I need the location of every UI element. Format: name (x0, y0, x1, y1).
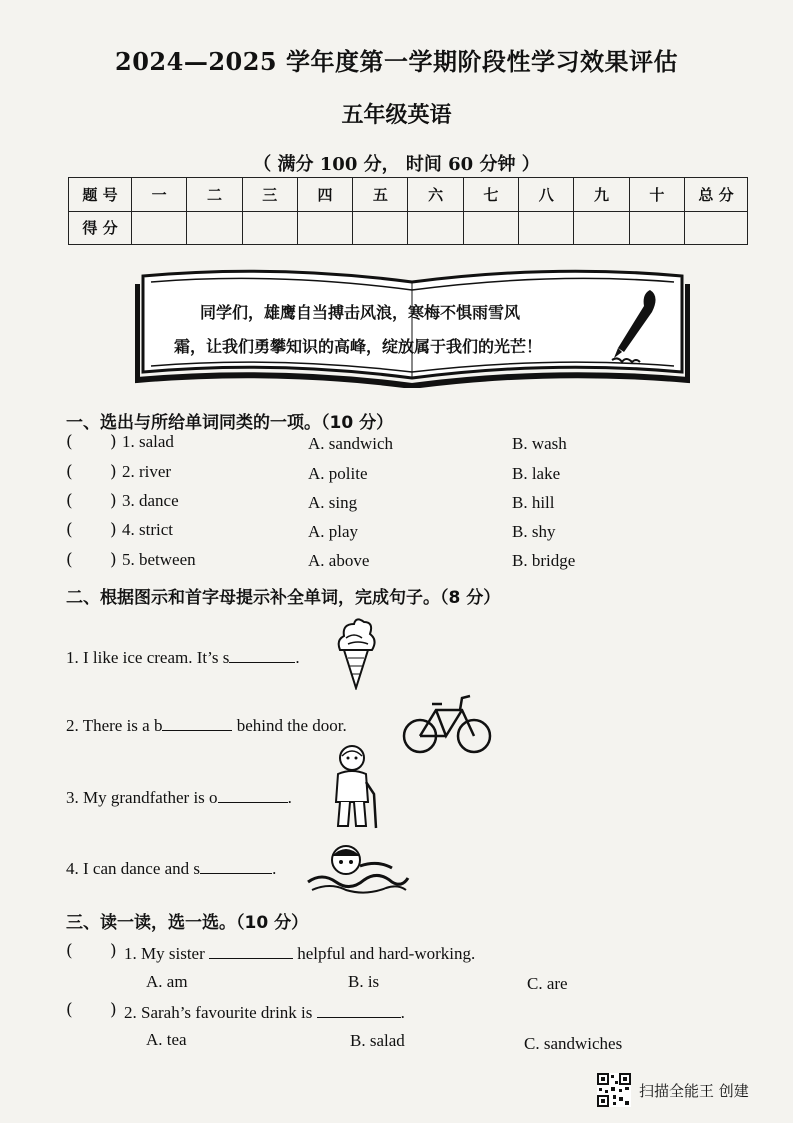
answer-paren-close: ) (110, 491, 117, 511)
option-a: A. above (308, 551, 370, 570)
qr-code-icon (597, 1073, 631, 1107)
answer-blank[interactable] (229, 646, 295, 663)
answer-blank[interactable] (317, 1001, 401, 1018)
option-b: B. hill (512, 493, 555, 512)
score-header-cell: 八 (519, 178, 574, 212)
option-a: A. tea (146, 1030, 187, 1049)
score-header-cell: 总 分 (685, 178, 748, 212)
answer-paren-close: ) (110, 462, 117, 482)
question-word: 4. strict (122, 520, 173, 539)
option-b: B. is (348, 972, 380, 991)
score-table (68, 177, 748, 245)
fill-sentence (66, 714, 347, 736)
ice-cream-icon (334, 614, 378, 690)
score-header-cell: 二 (187, 178, 242, 212)
score-header-cell: 五 (353, 178, 408, 212)
sentence-start: 2. There is a b (66, 716, 163, 735)
answer-blank[interactable] (162, 714, 232, 731)
score-input-cell[interactable] (629, 211, 684, 245)
score-header-cell: 六 (408, 178, 463, 212)
answer-paren-open: ( (66, 1000, 73, 1020)
option-b: B. salad (350, 1031, 405, 1050)
quill-pen-icon (604, 286, 664, 366)
section1-heading: 一、选出与所给单词同类的一项。（10 分） (66, 413, 394, 433)
question-text (124, 1001, 405, 1023)
option-b: B. shy (512, 522, 556, 541)
option-a: A. sandwich (308, 434, 393, 453)
sentence-end: . (272, 859, 277, 878)
question-start: 2. Sarah’s favourite drink is (124, 1003, 317, 1022)
exam-title: 2024—2025 学年度第一学期阶段性学习效果评估 (115, 47, 678, 76)
question-word: 5. between (122, 550, 196, 569)
exam-subtitle: 五年级英语 (341, 102, 452, 128)
section2-heading: 二、根据图示和首字母提示补全单词，完成句子。（8 分） (66, 588, 501, 608)
score-header-cell: 一 (132, 178, 187, 212)
sentence-end: behind the door. (232, 716, 347, 735)
banner-message (174, 296, 610, 364)
score-input-cell[interactable] (685, 211, 748, 245)
question-word: 2. river (122, 462, 172, 481)
answer-paren-close: ) (110, 520, 117, 540)
score-row-label: 得 分 (69, 211, 132, 245)
answer-paren-close: ) (110, 550, 117, 570)
option-c: C. sandwiches (524, 1034, 623, 1053)
question-start: 1. My sister (124, 944, 209, 963)
score-input-cell[interactable] (353, 211, 408, 245)
bicycle-icon (402, 690, 492, 756)
answer-paren-open: ( (66, 491, 73, 511)
section3-heading: 三、读一读，选一选。（10 分） (66, 913, 309, 933)
answer-paren-close: ) (110, 941, 117, 961)
answer-paren-open: ( (66, 462, 73, 482)
swimming-icon (306, 838, 410, 896)
sentence-start: 4. I can dance and s (66, 859, 201, 878)
score-header-cell: 十 (629, 178, 684, 212)
fill-sentence (66, 646, 300, 668)
answer-blank[interactable] (209, 942, 293, 959)
score-note: （ 满分 100 分， 时间 60 分钟 ） (253, 154, 540, 175)
answer-paren-open: ( (66, 550, 73, 570)
sentence-end: . (295, 648, 300, 667)
option-c: C. are (527, 974, 568, 993)
sentence-start: 3. My grandfather is o (66, 788, 218, 807)
option-a: A. polite (308, 464, 368, 483)
answer-blank[interactable] (218, 786, 288, 803)
score-input-cell[interactable] (574, 211, 629, 245)
score-table-header-row (69, 178, 748, 212)
banner-line: 霜，让我们勇攀知识的高峰，绽放属于我们的光芒！ (174, 337, 543, 356)
score-header-cell: 七 (463, 178, 518, 212)
answer-paren-close: ) (110, 432, 117, 452)
question-text (124, 942, 475, 964)
option-b: B. wash (512, 434, 567, 453)
score-input-cell[interactable] (132, 211, 187, 245)
sentence-start: 1. I like ice cream. It’s s (66, 648, 230, 667)
score-header-cell: 九 (574, 178, 629, 212)
fill-sentence (66, 786, 292, 808)
score-header-cell: 四 (297, 178, 352, 212)
answer-paren-open: ( (66, 432, 73, 452)
score-input-cell[interactable] (463, 211, 518, 245)
answer-paren-open: ( (66, 941, 73, 961)
score-input-cell[interactable] (519, 211, 574, 245)
option-b: B. lake (512, 464, 561, 483)
answer-paren-close: ) (110, 1000, 117, 1020)
score-input-cell[interactable] (297, 211, 352, 245)
banner-line: 同学们，雄鹰自当搏击风浪，寒梅不惧雨雪风 (200, 303, 521, 322)
score-table-score-row (69, 211, 748, 245)
question-word: 1. salad (122, 432, 174, 451)
grandfather-icon (330, 742, 382, 830)
option-a: A. sing (308, 493, 358, 512)
question-end: . (400, 1003, 405, 1022)
option-b: B. bridge (512, 551, 576, 570)
score-input-cell[interactable] (408, 211, 463, 245)
option-a: A. am (146, 972, 188, 991)
option-a: A. play (308, 522, 359, 541)
answer-blank[interactable] (200, 857, 272, 874)
question-word: 3. dance (122, 491, 179, 510)
score-header-cell: 三 (242, 178, 297, 212)
score-header-cell: 题 号 (69, 178, 132, 212)
sentence-end: . (287, 788, 292, 807)
score-input-cell[interactable] (187, 211, 242, 245)
score-input-cell[interactable] (242, 211, 297, 245)
scanner-watermark: 扫描全能王 创建 (639, 1082, 749, 1100)
answer-paren-open: ( (66, 520, 73, 540)
fill-sentence (66, 857, 276, 879)
question-end: helpful and hard-working. (293, 944, 476, 963)
